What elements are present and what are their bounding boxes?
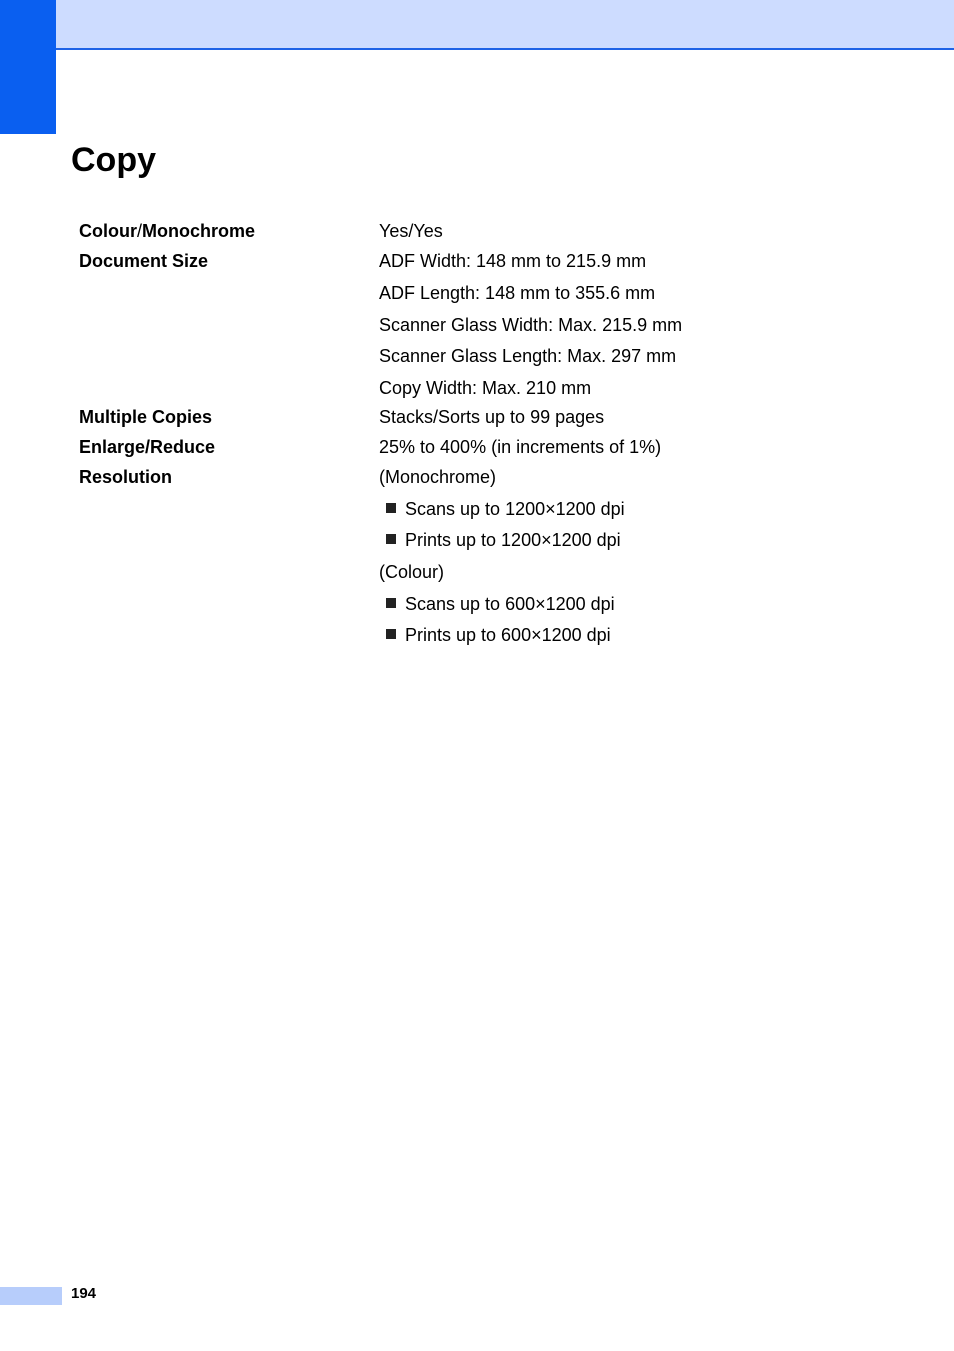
spec-value-glass-width: Scanner Glass Width: Max. 215.9 mm <box>379 315 683 335</box>
spec-value-colour-monochrome: Yes/Yes <box>379 221 443 241</box>
spec-value-adf-length: ADF Length: 148 mm to 355.6 mm <box>379 283 656 303</box>
spec-label-document-size: Document Size <box>79 251 209 271</box>
page-title: Copy <box>71 141 156 179</box>
list-item-text: Scans up to 1200×1200 dpi <box>405 499 625 519</box>
list-item <box>386 593 615 615</box>
list-item-text: Scans up to 600×1200 dpi <box>405 594 615 614</box>
square-bullet-icon <box>386 629 396 639</box>
spec-label-resolution: Resolution <box>79 467 172 487</box>
spec-value-glass-length: Scanner Glass Length: Max. 297 mm <box>379 346 677 366</box>
list-item <box>386 498 625 520</box>
page-number: 194 <box>71 1285 97 1302</box>
label-monochrome: Monochrome <box>142 221 256 241</box>
header-band <box>56 0 954 50</box>
spec-value-multiple-copies: Stacks/Sorts up to 99 pages <box>379 407 605 427</box>
list-item <box>386 624 611 646</box>
chapter-tab <box>0 0 56 134</box>
list-item-text: Prints up to 1200×1200 dpi <box>405 530 621 550</box>
resolution-mono-heading: (Monochrome) <box>379 467 497 487</box>
spec-value-enlarge-reduce: 25% to 400% (in increments of 1%) <box>379 437 662 457</box>
footer-bar <box>0 1287 62 1305</box>
square-bullet-icon <box>386 503 396 513</box>
square-bullet-icon <box>386 534 396 544</box>
square-bullet-icon <box>386 598 396 608</box>
spec-value-copy-width: Copy Width: Max. 210 mm <box>379 378 592 398</box>
resolution-colour-heading: (Colour) <box>379 562 445 582</box>
spec-value-adf-width: ADF Width: 148 mm to 215.9 mm <box>379 251 647 271</box>
label-colour: Colour <box>79 221 137 241</box>
spec-label-multiple-copies: Multiple Copies <box>79 407 213 427</box>
label-separator: / <box>137 221 143 241</box>
spec-label-enlarge-reduce: Enlarge/Reduce <box>79 437 216 457</box>
spec-label-colour-monochrome <box>79 220 255 242</box>
list-item-text: Prints up to 600×1200 dpi <box>405 625 611 645</box>
list-item <box>386 529 621 551</box>
